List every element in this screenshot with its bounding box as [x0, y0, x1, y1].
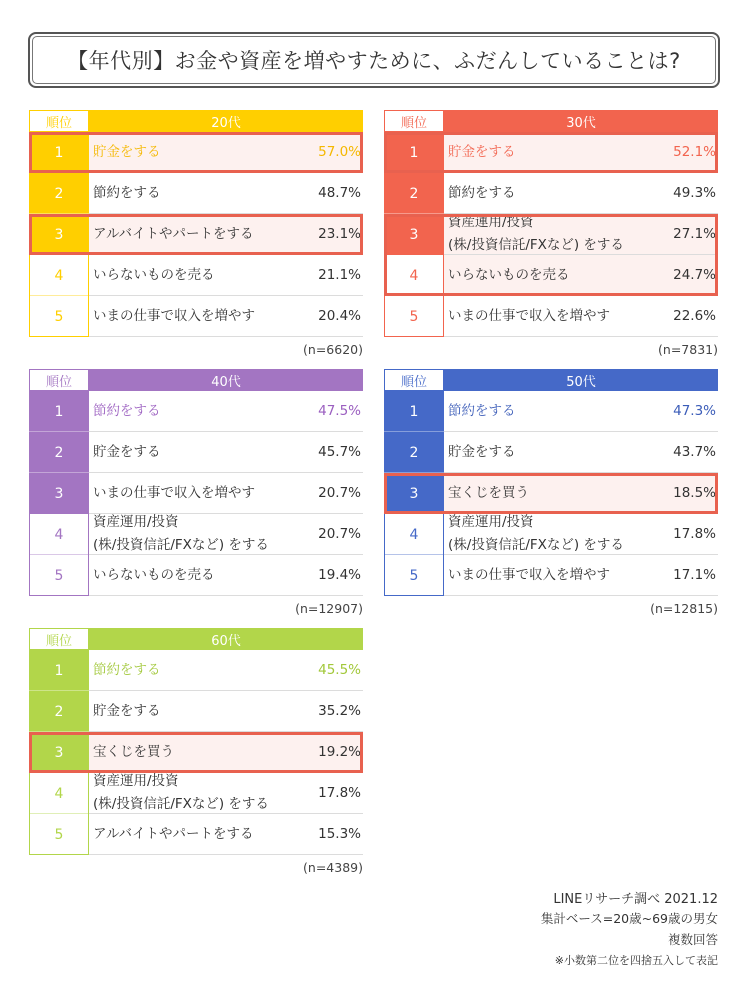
- item-cell: [444, 296, 718, 337]
- item-cell: [444, 473, 718, 514]
- ranking-row: [29, 473, 363, 514]
- item-cell: [89, 391, 363, 432]
- rank-number: 3: [384, 214, 444, 255]
- rank-number: 5: [29, 555, 89, 596]
- item-cell: [444, 555, 718, 596]
- ranking-row: [29, 691, 363, 732]
- rank-number: 1: [29, 650, 89, 691]
- sample-size: (n=4389): [303, 860, 363, 875]
- ranking-row: [29, 514, 363, 555]
- item-value: 27.1%: [673, 226, 716, 242]
- rank-column-bottom: [384, 595, 444, 596]
- sample-size: (n=12815): [650, 601, 718, 616]
- ranking-row: [384, 255, 718, 296]
- footer-base: 集計ベース=20歳~69歳の男女: [540, 911, 718, 926]
- item-cell: [89, 255, 363, 296]
- item-value: 45.5%: [318, 662, 361, 678]
- rank-column-bottom: [29, 336, 89, 337]
- item-value: 35.2%: [318, 703, 361, 719]
- item-cell: [89, 432, 363, 473]
- age-header: 20代: [89, 110, 363, 132]
- item-cell: [444, 391, 718, 432]
- item-label: いらないものを売る: [448, 266, 570, 283]
- item-value: 20.7%: [318, 526, 361, 542]
- item-value: 45.7%: [318, 444, 361, 460]
- title-box: [28, 32, 720, 88]
- item-value: 23.1%: [318, 226, 361, 242]
- item-cell: [89, 814, 363, 855]
- rank-column-bottom: [29, 854, 89, 855]
- item-cell: [89, 296, 363, 337]
- item-value: 48.7%: [318, 185, 361, 201]
- item-cell: [444, 173, 718, 214]
- item-cell: [89, 514, 363, 555]
- item-label: アルバイトやパートをする: [93, 225, 254, 242]
- ranking-row: [29, 173, 363, 214]
- footer-source: LINEリサーチ調べ 2021.12: [553, 892, 718, 907]
- item-label: 貯金をする: [93, 143, 161, 160]
- item-value: 18.5%: [673, 485, 716, 501]
- rank-number: 5: [29, 814, 89, 855]
- item-label: 節約をする: [448, 184, 516, 201]
- rank-number: 2: [29, 691, 89, 732]
- rank-number: 4: [29, 773, 89, 814]
- item-value: 19.4%: [318, 567, 361, 583]
- item-value: 17.8%: [318, 785, 361, 801]
- ranking-panel-3: [384, 369, 718, 622]
- rank-number: 1: [29, 391, 89, 432]
- rank-number: 3: [29, 732, 89, 773]
- rank-column-bottom: [384, 336, 444, 337]
- item-cell: [444, 132, 718, 173]
- item-label: 貯金をする: [93, 443, 161, 460]
- item-cell: [89, 691, 363, 732]
- sample-size: (n=7831): [658, 342, 718, 357]
- ranking-row: [29, 255, 363, 296]
- page-title: 【年代別】お金や資産を増やすために、ふだんしていることは?: [67, 49, 681, 73]
- item-cell: [89, 214, 363, 255]
- item-label: いらないものを売る: [93, 566, 215, 583]
- rank-number: 4: [384, 255, 444, 296]
- rank-number: 4: [29, 255, 89, 296]
- item-value: 43.7%: [673, 444, 716, 460]
- item-value: 57.0%: [318, 144, 361, 160]
- ranking-row: [384, 391, 718, 432]
- rank-number: 5: [29, 296, 89, 337]
- rank-number: 2: [29, 432, 89, 473]
- item-label: 宝くじを買う: [93, 743, 174, 760]
- rank-number: 1: [384, 391, 444, 432]
- rank-number: 1: [384, 132, 444, 173]
- ranking-row: [29, 732, 363, 773]
- sample-size: (n=12907): [295, 601, 363, 616]
- item-cell: [89, 132, 363, 173]
- age-header: 30代: [444, 110, 718, 132]
- ranking-row: [384, 432, 718, 473]
- item-value: 17.1%: [673, 567, 716, 583]
- item-label: 貯金をする: [93, 702, 161, 719]
- item-value: 20.7%: [318, 485, 361, 501]
- item-label: 資産運用/投資 (株/投資信託/FXなど) をする: [93, 773, 269, 812]
- item-label: アルバイトやパートをする: [93, 825, 254, 842]
- ranking-row: [384, 132, 718, 173]
- item-value: 49.3%: [673, 185, 716, 201]
- rank-number: 2: [384, 432, 444, 473]
- item-value: 52.1%: [673, 144, 716, 160]
- item-cell: [444, 255, 718, 296]
- item-cell: [89, 473, 363, 514]
- item-cell: [89, 732, 363, 773]
- item-value: 22.6%: [673, 308, 716, 324]
- item-label: 節約をする: [93, 402, 161, 419]
- ranking-row: [384, 514, 718, 555]
- ranking-row: [29, 214, 363, 255]
- item-label: 資産運用/投資 (株/投資信託/FXなど) をする: [448, 514, 624, 553]
- rank-number: 4: [384, 514, 444, 555]
- ranking-panel-4: [29, 628, 363, 881]
- ranking-row: [384, 473, 718, 514]
- ranking-row: [29, 132, 363, 173]
- ranking-row: [29, 773, 363, 814]
- item-value: 24.7%: [673, 267, 716, 283]
- item-value: 21.1%: [318, 267, 361, 283]
- item-value: 47.3%: [673, 403, 716, 419]
- ranking-row: [384, 555, 718, 596]
- age-header: 50代: [444, 369, 718, 391]
- item-value: 47.5%: [318, 403, 361, 419]
- rank-header: 順位: [384, 110, 444, 132]
- rank-number: 2: [29, 173, 89, 214]
- age-header: 40代: [89, 369, 363, 391]
- rank-number: 5: [384, 555, 444, 596]
- ranking-row: [384, 173, 718, 214]
- rank-number: 2: [384, 173, 444, 214]
- rank-header: 順位: [384, 369, 444, 391]
- item-cell: [89, 173, 363, 214]
- ranking-row: [29, 814, 363, 855]
- item-label: 資産運用/投資 (株/投資信託/FXなど) をする: [448, 214, 624, 253]
- ranking-row: [29, 296, 363, 337]
- rank-column-bottom: [29, 595, 89, 596]
- item-cell: [444, 432, 718, 473]
- item-label: 節約をする: [448, 402, 516, 419]
- item-cell: [89, 650, 363, 691]
- item-label: 宝くじを買う: [448, 484, 529, 501]
- item-label: いまの仕事で収入を増やす: [448, 307, 610, 324]
- item-value: 15.3%: [318, 826, 361, 842]
- ranking-panel-2: [29, 369, 363, 622]
- item-label: 貯金をする: [448, 143, 516, 160]
- ranking-row: [384, 296, 718, 337]
- item-value: 19.2%: [318, 744, 361, 760]
- sample-size: (n=6620): [303, 342, 363, 357]
- rank-number: 4: [29, 514, 89, 555]
- rank-header: 順位: [29, 369, 89, 391]
- rank-number: 1: [29, 132, 89, 173]
- footer-answer: 複数回答: [667, 932, 718, 947]
- rank-number: 3: [29, 473, 89, 514]
- item-label: いまの仕事で収入を増やす: [448, 566, 610, 583]
- item-label: いまの仕事で収入を増やす: [93, 484, 255, 501]
- item-cell: [89, 555, 363, 596]
- ranking-row: [29, 650, 363, 691]
- ranking-panel-1: [384, 110, 718, 363]
- rank-number: 3: [384, 473, 444, 514]
- item-cell: [444, 514, 718, 555]
- item-label: いらないものを売る: [93, 266, 215, 283]
- ranking-row: [384, 214, 718, 255]
- ranking-row: [29, 432, 363, 473]
- rank-number: 5: [384, 296, 444, 337]
- ranking-panel-0: [29, 110, 363, 363]
- ranking-row: [29, 391, 363, 432]
- ranking-row: [29, 555, 363, 596]
- item-label: いまの仕事で収入を増やす: [93, 307, 255, 324]
- item-label: 節約をする: [93, 184, 161, 201]
- item-value: 17.8%: [673, 526, 716, 542]
- item-cell: [89, 773, 363, 814]
- rank-header: 順位: [29, 628, 89, 650]
- age-header: 60代: [89, 628, 363, 650]
- rank-number: 3: [29, 214, 89, 255]
- item-label: 節約をする: [93, 661, 161, 678]
- footer-note: ※小数第二位を四捨五入して表記: [554, 954, 718, 967]
- item-cell: [444, 214, 718, 255]
- item-label: 資産運用/投資 (株/投資信託/FXなど) をする: [93, 514, 269, 553]
- item-label: 貯金をする: [448, 443, 516, 460]
- item-value: 20.4%: [318, 308, 361, 324]
- rank-header: 順位: [29, 110, 89, 132]
